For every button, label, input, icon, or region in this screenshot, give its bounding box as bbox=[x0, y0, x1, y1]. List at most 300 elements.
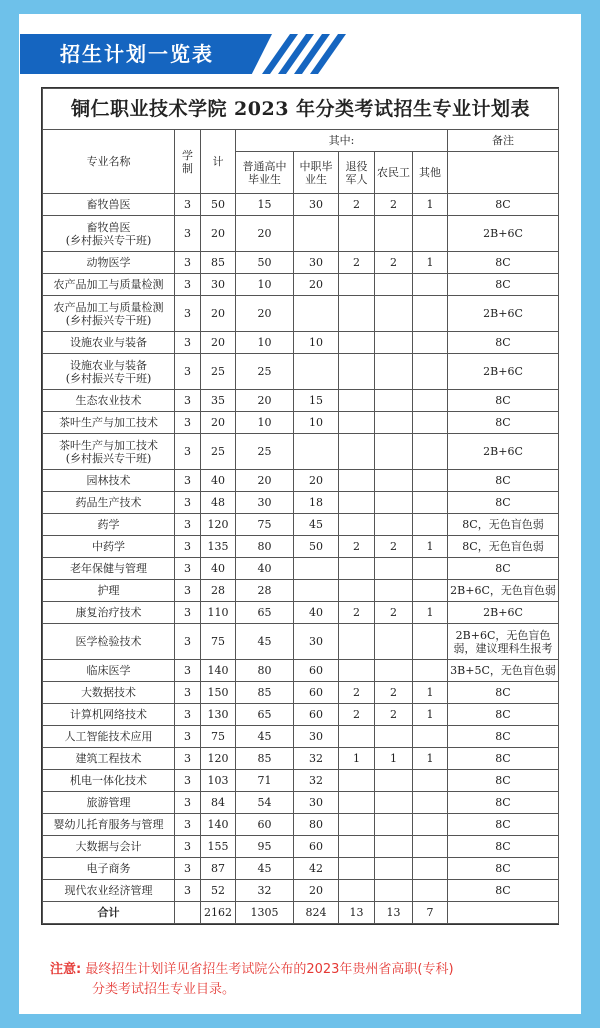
cell-other bbox=[413, 770, 448, 792]
cell-note: 2B+6C bbox=[448, 602, 559, 624]
cell-general: 45 bbox=[236, 624, 294, 660]
cell-years: 3 bbox=[175, 434, 201, 470]
cell-total: 120 bbox=[201, 514, 236, 536]
cell-other bbox=[413, 492, 448, 514]
table-row bbox=[43, 194, 559, 216]
cell-total: 103 bbox=[201, 770, 236, 792]
major-name: 康复治疗技术 bbox=[75, 606, 142, 619]
major-name-cell bbox=[43, 274, 175, 296]
cell-veterans bbox=[339, 792, 375, 814]
cell-migrant: 1 bbox=[375, 748, 413, 770]
cell-years: 3 bbox=[175, 624, 201, 660]
cell-veterans bbox=[339, 836, 375, 858]
cell-other bbox=[413, 470, 448, 492]
table-row bbox=[43, 470, 559, 492]
cell-veterans bbox=[339, 274, 375, 296]
cell-note: 8C bbox=[448, 880, 559, 902]
major-name-cell bbox=[43, 558, 175, 580]
major-name-cell bbox=[43, 726, 175, 748]
cell-years: 3 bbox=[175, 470, 201, 492]
cell-total: 120 bbox=[201, 748, 236, 770]
cell-vocational: 32 bbox=[294, 748, 339, 770]
footnote-label: 注意: bbox=[50, 962, 82, 977]
cell-vocational: 30 bbox=[294, 726, 339, 748]
cell-general: 32 bbox=[236, 880, 294, 902]
table-row bbox=[43, 580, 559, 602]
cell-general: 50 bbox=[236, 252, 294, 274]
cell-migrant bbox=[375, 726, 413, 748]
table-row bbox=[43, 660, 559, 682]
totals-note bbox=[448, 902, 559, 924]
cell-migrant: 2 bbox=[375, 252, 413, 274]
cell-total: 25 bbox=[201, 434, 236, 470]
major-name: 婴幼儿托育服务与管理 bbox=[53, 818, 164, 831]
cell-general: 80 bbox=[236, 536, 294, 558]
major-subtitle: (乡村振兴专干班) bbox=[65, 451, 152, 465]
cell-total: 25 bbox=[201, 354, 236, 390]
cell-total: 35 bbox=[201, 390, 236, 412]
cell-years: 3 bbox=[175, 660, 201, 682]
table-row bbox=[43, 412, 559, 434]
header-other: 其他 bbox=[413, 152, 448, 194]
major-name-cell bbox=[43, 514, 175, 536]
cell-vocational: 10 bbox=[294, 412, 339, 434]
cell-general: 71 bbox=[236, 770, 294, 792]
major-name-cell bbox=[43, 704, 175, 726]
cell-years: 3 bbox=[175, 274, 201, 296]
cell-note: 8C bbox=[448, 748, 559, 770]
table-row bbox=[43, 390, 559, 412]
major-subtitle: (乡村振兴专干班) bbox=[65, 233, 152, 247]
cell-other bbox=[413, 390, 448, 412]
major-name-cell bbox=[43, 836, 175, 858]
major-name: 大数据与会计 bbox=[75, 840, 142, 853]
cell-total: 28 bbox=[201, 580, 236, 602]
cell-general: 65 bbox=[236, 704, 294, 726]
major-name-cell bbox=[43, 216, 175, 252]
totals-migrant: 13 bbox=[375, 902, 413, 924]
cell-total: 40 bbox=[201, 558, 236, 580]
cell-veterans bbox=[339, 296, 375, 332]
major-name-cell bbox=[43, 682, 175, 704]
cell-note: 2B+6C，无色盲色弱，建议理科生报考 bbox=[448, 624, 559, 660]
cell-veterans: 2 bbox=[339, 602, 375, 624]
cell-note: 2B+6C bbox=[448, 354, 559, 390]
cell-note: 8C，无色盲色弱 bbox=[448, 536, 559, 558]
major-name: 生态农业技术 bbox=[75, 394, 142, 407]
cell-migrant bbox=[375, 434, 413, 470]
header-notes: 备注 bbox=[448, 130, 559, 152]
major-name: 设施农业与装备 bbox=[70, 336, 147, 349]
cell-other bbox=[413, 332, 448, 354]
major-name: 计算机网络技术 bbox=[70, 708, 147, 721]
cell-other bbox=[413, 660, 448, 682]
cell-other bbox=[413, 624, 448, 660]
cell-note: 8C bbox=[448, 390, 559, 412]
cell-veterans: 1 bbox=[339, 748, 375, 770]
table-row bbox=[43, 814, 559, 836]
cell-veterans bbox=[339, 514, 375, 536]
cell-vocational: 30 bbox=[294, 792, 339, 814]
table-row bbox=[43, 748, 559, 770]
major-name-cell bbox=[43, 660, 175, 682]
major-name: 大数据技术 bbox=[81, 686, 136, 699]
cell-total: 20 bbox=[201, 332, 236, 354]
cell-vocational: 20 bbox=[294, 274, 339, 296]
cell-migrant bbox=[375, 332, 413, 354]
cell-years: 3 bbox=[175, 726, 201, 748]
cell-total: 85 bbox=[201, 252, 236, 274]
cell-total: 50 bbox=[201, 194, 236, 216]
cell-note: 8C bbox=[448, 704, 559, 726]
cell-years: 3 bbox=[175, 252, 201, 274]
cell-migrant: 2 bbox=[375, 602, 413, 624]
cell-total: 140 bbox=[201, 660, 236, 682]
cell-vocational bbox=[294, 216, 339, 252]
cell-total: 52 bbox=[201, 880, 236, 902]
cell-total: 30 bbox=[201, 274, 236, 296]
cell-veterans bbox=[339, 332, 375, 354]
cell-other: 1 bbox=[413, 602, 448, 624]
cell-years: 3 bbox=[175, 748, 201, 770]
table-title: 铜仁职业技术学院 2023 年分类考试招生专业计划表 bbox=[43, 89, 559, 130]
cell-general: 20 bbox=[236, 470, 294, 492]
totals-years bbox=[175, 902, 201, 924]
major-name-cell bbox=[43, 492, 175, 514]
table-row bbox=[43, 704, 559, 726]
header-among: 其中: bbox=[236, 130, 448, 152]
cell-years: 3 bbox=[175, 332, 201, 354]
table-row bbox=[43, 536, 559, 558]
table-row bbox=[43, 354, 559, 390]
major-name-cell bbox=[43, 194, 175, 216]
cell-note: 8C bbox=[448, 836, 559, 858]
totals-general: 1305 bbox=[236, 902, 294, 924]
cell-years: 3 bbox=[175, 296, 201, 332]
cell-other bbox=[413, 836, 448, 858]
cell-total: 140 bbox=[201, 814, 236, 836]
cell-total: 20 bbox=[201, 296, 236, 332]
cell-total: 135 bbox=[201, 536, 236, 558]
cell-years: 3 bbox=[175, 194, 201, 216]
cell-migrant bbox=[375, 354, 413, 390]
cell-migrant bbox=[375, 216, 413, 252]
cell-general: 10 bbox=[236, 274, 294, 296]
cell-years: 3 bbox=[175, 412, 201, 434]
footnote-line1: 最终招生计划详见省招生考试院公布的2023年贵州省高职(专科) bbox=[85, 962, 454, 977]
cell-veterans: 2 bbox=[339, 536, 375, 558]
cell-vocational: 45 bbox=[294, 514, 339, 536]
major-name: 设施农业与装备 bbox=[70, 358, 147, 372]
cell-migrant: 2 bbox=[375, 704, 413, 726]
cell-note: 8C bbox=[448, 726, 559, 748]
cell-vocational bbox=[294, 558, 339, 580]
cell-veterans bbox=[339, 492, 375, 514]
cell-veterans bbox=[339, 216, 375, 252]
cell-other: 1 bbox=[413, 704, 448, 726]
cell-other bbox=[413, 792, 448, 814]
major-name-cell bbox=[43, 880, 175, 902]
major-name: 畜牧兽医 bbox=[86, 198, 131, 211]
cell-other bbox=[413, 514, 448, 536]
footnote bbox=[50, 960, 560, 1000]
major-name: 园林技术 bbox=[86, 474, 131, 487]
major-name: 茶叶生产与加工技术 bbox=[59, 438, 158, 452]
cell-note: 8C bbox=[448, 332, 559, 354]
cell-migrant: 2 bbox=[375, 536, 413, 558]
cell-years: 3 bbox=[175, 836, 201, 858]
cell-note: 8C bbox=[448, 858, 559, 880]
major-subtitle: (乡村振兴专干班) bbox=[65, 371, 152, 385]
cell-years: 3 bbox=[175, 390, 201, 412]
major-name-cell bbox=[43, 412, 175, 434]
table-row bbox=[43, 880, 559, 902]
cell-years: 3 bbox=[175, 602, 201, 624]
cell-vocational: 60 bbox=[294, 836, 339, 858]
major-name-cell bbox=[43, 858, 175, 880]
cell-general: 45 bbox=[236, 858, 294, 880]
cell-migrant bbox=[375, 770, 413, 792]
cell-veterans bbox=[339, 624, 375, 660]
cell-migrant bbox=[375, 792, 413, 814]
cell-vocational: 18 bbox=[294, 492, 339, 514]
major-name-cell bbox=[43, 434, 175, 470]
cell-veterans bbox=[339, 412, 375, 434]
totals-veterans: 13 bbox=[339, 902, 375, 924]
cell-other bbox=[413, 558, 448, 580]
cell-vocational: 80 bbox=[294, 814, 339, 836]
cell-total: 87 bbox=[201, 858, 236, 880]
cell-total: 75 bbox=[201, 726, 236, 748]
cell-years: 3 bbox=[175, 558, 201, 580]
major-name-cell bbox=[43, 814, 175, 836]
cell-total: 130 bbox=[201, 704, 236, 726]
cell-years: 3 bbox=[175, 858, 201, 880]
cell-general: 75 bbox=[236, 514, 294, 536]
major-name: 药品生产技术 bbox=[75, 496, 142, 509]
cell-migrant: 2 bbox=[375, 682, 413, 704]
major-name: 中药学 bbox=[92, 540, 125, 553]
header-migrant: 农民工 bbox=[375, 152, 413, 194]
cell-vocational: 60 bbox=[294, 704, 339, 726]
major-name-cell bbox=[43, 252, 175, 274]
enrollment-plan-table bbox=[41, 87, 559, 925]
major-name: 人工智能技术应用 bbox=[64, 730, 153, 743]
cell-other bbox=[413, 274, 448, 296]
major-name-cell bbox=[43, 792, 175, 814]
major-name: 老年保健与管理 bbox=[70, 562, 147, 575]
cell-note: 8C，无色盲色弱 bbox=[448, 514, 559, 536]
major-name-cell bbox=[43, 536, 175, 558]
major-name: 农产品加工与质量检测 bbox=[53, 300, 164, 314]
cell-other bbox=[413, 434, 448, 470]
cell-note: 8C bbox=[448, 274, 559, 296]
cell-migrant bbox=[375, 274, 413, 296]
cell-general: 80 bbox=[236, 660, 294, 682]
cell-general: 20 bbox=[236, 296, 294, 332]
cell-general: 20 bbox=[236, 216, 294, 252]
table-row bbox=[43, 858, 559, 880]
major-name: 临床医学 bbox=[86, 664, 131, 677]
cell-vocational: 32 bbox=[294, 770, 339, 792]
cell-vocational bbox=[294, 354, 339, 390]
cell-migrant bbox=[375, 296, 413, 332]
cell-general: 20 bbox=[236, 390, 294, 412]
cell-note: 8C bbox=[448, 470, 559, 492]
cell-note: 8C bbox=[448, 682, 559, 704]
major-name-cell bbox=[43, 624, 175, 660]
major-name: 建筑工程技术 bbox=[75, 752, 142, 765]
major-name-cell bbox=[43, 354, 175, 390]
header-total: 计 bbox=[201, 130, 236, 194]
cell-general: 10 bbox=[236, 412, 294, 434]
major-name-cell bbox=[43, 332, 175, 354]
cell-years: 3 bbox=[175, 880, 201, 902]
cell-note: 8C bbox=[448, 252, 559, 274]
table-row bbox=[43, 682, 559, 704]
cell-general: 10 bbox=[236, 332, 294, 354]
major-name-cell bbox=[43, 602, 175, 624]
cell-vocational: 30 bbox=[294, 252, 339, 274]
cell-total: 20 bbox=[201, 412, 236, 434]
cell-other: 1 bbox=[413, 536, 448, 558]
cell-veterans: 2 bbox=[339, 252, 375, 274]
cell-migrant bbox=[375, 514, 413, 536]
major-name: 茶叶生产与加工技术 bbox=[59, 416, 158, 429]
cell-general: 60 bbox=[236, 814, 294, 836]
cell-total: 84 bbox=[201, 792, 236, 814]
cell-veterans bbox=[339, 558, 375, 580]
cell-other bbox=[413, 726, 448, 748]
major-name: 医学检验技术 bbox=[75, 635, 142, 648]
cell-total: 40 bbox=[201, 470, 236, 492]
cell-migrant bbox=[375, 814, 413, 836]
totals-other: 7 bbox=[413, 902, 448, 924]
cell-migrant bbox=[375, 492, 413, 514]
cell-years: 3 bbox=[175, 536, 201, 558]
cell-note: 8C bbox=[448, 412, 559, 434]
table-row bbox=[43, 492, 559, 514]
major-name: 旅游管理 bbox=[86, 796, 131, 809]
cell-note: 8C bbox=[448, 792, 559, 814]
table-row bbox=[43, 558, 559, 580]
cell-general: 85 bbox=[236, 682, 294, 704]
table-row bbox=[43, 216, 559, 252]
cell-other bbox=[413, 814, 448, 836]
cell-total: 75 bbox=[201, 624, 236, 660]
cell-vocational: 60 bbox=[294, 682, 339, 704]
table-body bbox=[43, 194, 559, 902]
cell-note: 2B+6C，无色盲色弱 bbox=[448, 580, 559, 602]
cell-total: 48 bbox=[201, 492, 236, 514]
cell-years: 3 bbox=[175, 682, 201, 704]
cell-note: 8C bbox=[448, 194, 559, 216]
cell-total: 20 bbox=[201, 216, 236, 252]
cell-other bbox=[413, 880, 448, 902]
cell-years: 3 bbox=[175, 580, 201, 602]
cell-years: 3 bbox=[175, 792, 201, 814]
major-name-cell bbox=[43, 770, 175, 792]
cell-veterans bbox=[339, 470, 375, 492]
cell-veterans bbox=[339, 390, 375, 412]
header-years: 学制 bbox=[175, 130, 201, 194]
cell-vocational: 20 bbox=[294, 470, 339, 492]
major-name: 畜牧兽医 bbox=[86, 220, 131, 234]
cell-vocational: 20 bbox=[294, 880, 339, 902]
cell-vocational: 40 bbox=[294, 602, 339, 624]
cell-years: 3 bbox=[175, 216, 201, 252]
cell-note: 8C bbox=[448, 558, 559, 580]
cell-general: 54 bbox=[236, 792, 294, 814]
cell-note: 8C bbox=[448, 492, 559, 514]
cell-years: 3 bbox=[175, 514, 201, 536]
table-row bbox=[43, 252, 559, 274]
table-row bbox=[43, 770, 559, 792]
cell-veterans bbox=[339, 880, 375, 902]
cell-veterans bbox=[339, 726, 375, 748]
table-row bbox=[43, 792, 559, 814]
cell-general: 85 bbox=[236, 748, 294, 770]
cell-total: 155 bbox=[201, 836, 236, 858]
banner-title: 招生计划一览表 bbox=[60, 42, 214, 66]
cell-note: 2B+6C bbox=[448, 434, 559, 470]
cell-general: 30 bbox=[236, 492, 294, 514]
cell-vocational bbox=[294, 296, 339, 332]
major-name: 动物医学 bbox=[86, 256, 131, 269]
major-name-cell bbox=[43, 580, 175, 602]
footnote-line2: 分类考试招生专业目录。 bbox=[92, 982, 236, 997]
cell-vocational: 30 bbox=[294, 624, 339, 660]
header-veterans: 退役军人 bbox=[339, 152, 375, 194]
cell-general: 40 bbox=[236, 558, 294, 580]
major-name: 电子商务 bbox=[86, 862, 131, 875]
major-name-cell bbox=[43, 390, 175, 412]
cell-general: 25 bbox=[236, 354, 294, 390]
cell-note: 8C bbox=[448, 814, 559, 836]
cell-general: 95 bbox=[236, 836, 294, 858]
cell-vocational bbox=[294, 434, 339, 470]
cell-veterans bbox=[339, 660, 375, 682]
cell-years: 3 bbox=[175, 492, 201, 514]
table-row bbox=[43, 296, 559, 332]
banner-stripes-decoration bbox=[262, 34, 342, 74]
table-row bbox=[43, 274, 559, 296]
major-name-cell bbox=[43, 470, 175, 492]
cell-note: 2B+6C bbox=[448, 296, 559, 332]
cell-years: 3 bbox=[175, 770, 201, 792]
cell-other bbox=[413, 580, 448, 602]
header-vocational-hs: 中职毕业生 bbox=[294, 152, 339, 194]
cell-migrant bbox=[375, 580, 413, 602]
cell-vocational: 30 bbox=[294, 194, 339, 216]
cell-migrant bbox=[375, 836, 413, 858]
cell-other bbox=[413, 354, 448, 390]
cell-years: 3 bbox=[175, 814, 201, 836]
cell-veterans bbox=[339, 858, 375, 880]
cell-years: 3 bbox=[175, 704, 201, 726]
cell-veterans: 2 bbox=[339, 194, 375, 216]
cell-veterans: 2 bbox=[339, 682, 375, 704]
cell-migrant bbox=[375, 880, 413, 902]
cell-migrant bbox=[375, 558, 413, 580]
totals-vocational: 824 bbox=[294, 902, 339, 924]
cell-other bbox=[413, 216, 448, 252]
cell-note: 2B+6C bbox=[448, 216, 559, 252]
cell-other: 1 bbox=[413, 252, 448, 274]
cell-other: 1 bbox=[413, 194, 448, 216]
cell-note: 8C bbox=[448, 770, 559, 792]
cell-other bbox=[413, 412, 448, 434]
